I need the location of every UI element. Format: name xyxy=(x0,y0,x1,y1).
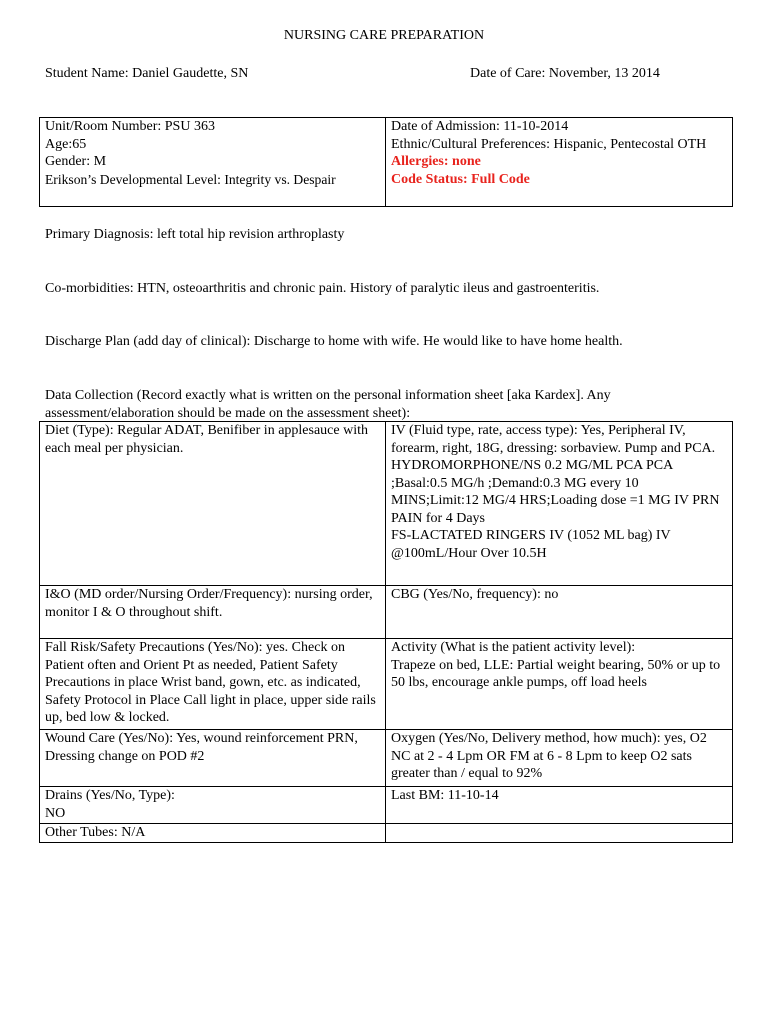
table-row xyxy=(40,824,733,843)
activity-label: Activity (What is the patient activity level): xyxy=(391,640,636,655)
last-bm-cell: Last BM: 11-10-14 xyxy=(386,787,733,824)
table-row xyxy=(40,730,733,787)
unit-room-number: Unit/Room Number: PSU 363 xyxy=(45,119,215,134)
fall-risk-cell: Fall Risk/Safety Precautions (Yes/No): yes. Check on Patient often and Orient Pt as needed, Patient Safety Precautions in place Wrist band, gown, etc. as indicated, Safety Protocol in Place Call light in place, upper side rails up, bed low & locked. xyxy=(40,639,386,730)
drains-cell xyxy=(40,787,386,824)
primary-diagnosis: Primary Diagnosis: left total hip revision arthroplasty xyxy=(45,227,345,242)
diet-cell: Diet (Type): Regular ADAT, Benifiber in applesauce with each meal per physician. xyxy=(40,422,386,586)
wound-care-cell: Wound Care (Yes/No): Yes, wound reinforcement PRN, Dressing change on POD #2 xyxy=(40,730,386,787)
oxygen-cell: Oxygen (Yes/No, Delivery method, how much): yes, O2 NC at 2 - 4 Lpm OR FM at 6 - 8 Lpm to keep O2 sats greater than / equal to 92% xyxy=(386,730,733,787)
student-name: Student Name: Daniel Gaudette, SN xyxy=(45,66,249,81)
drains-value: NO xyxy=(45,805,66,821)
table-row xyxy=(40,586,733,639)
empty-cell xyxy=(386,824,733,843)
patient-info-right xyxy=(386,118,733,207)
data-collection-instructions: Data Collection (Record exactly what is written on the personal information sheet [aka Kardex]. Any assessment/elaboration should be made on the assessment sheet): xyxy=(45,388,611,421)
drains-label: Drains (Yes/No, Type): xyxy=(45,788,175,803)
allergies: Allergies: none xyxy=(391,154,481,169)
table-row xyxy=(40,422,733,586)
iv-pca-order: HYDROMORPHONE/NS 0.2 MG/ML PCA PCA ;Basal:0.5 MG/h ;Demand:0.3 MG every 10 MINS;Limit:12 MG/4 HRS;Loading dose =1 MG IV PRN PAIN for 4 Days xyxy=(391,458,720,526)
iv-cell xyxy=(386,422,733,586)
activity-cell xyxy=(386,639,733,730)
code-status: Code Status: Full Code xyxy=(391,171,530,187)
document-title: NURSING CARE PREPARATION xyxy=(283,28,485,43)
iv-access: IV (Fluid type, rate, access type): Yes, Peripheral IV, forearm, right, 18G, dressing: sorbaview. Pump and PCA. xyxy=(391,423,716,456)
io-cell: I&O (MD order/Nursing Order/Frequency): nursing order, monitor I & O throughout shift. xyxy=(40,586,386,639)
discharge-plan: Discharge Plan (add day of clinical): Discharge to home with wife. He would like to have home health. xyxy=(45,334,623,349)
patient-gender: Gender: M xyxy=(45,154,107,169)
patient-info-row xyxy=(40,118,733,207)
other-tubes-cell: Other Tubes: N/A xyxy=(40,824,386,843)
table-row xyxy=(40,639,733,730)
data-collection-table xyxy=(39,421,733,843)
cbg-cell: CBG (Yes/No, frequency): no xyxy=(386,586,733,639)
date-of-care: Date of Care: November, 13 2014 xyxy=(470,66,660,81)
activity-detail: Trapeze on bed, LLE: Partial weight bearing, 50% or up to 50 lbs, encourage ankle pumps, off load heels xyxy=(391,657,721,690)
table-row xyxy=(40,787,733,824)
patient-info-left xyxy=(40,118,386,207)
patient-info-table xyxy=(39,117,733,207)
ethnic-cultural-preferences: Ethnic/Cultural Preferences: Hispanic, Pentecostal OTH xyxy=(391,136,707,152)
erikson-level: Erikson’s Developmental Level: Integrity vs. Despair xyxy=(45,171,336,187)
date-of-admission: Date of Admission: 11-10-2014 xyxy=(391,119,569,134)
comorbidities: Co-morbidities: HTN, osteoarthritis and chronic pain. History of paralytic ileus and gastroenteritis. xyxy=(45,281,600,296)
patient-age: Age:65 xyxy=(45,136,87,152)
iv-fluid-order: FS-LACTATED RINGERS IV (1052 ML bag) IV @100mL/Hour Over 10.5H xyxy=(391,528,671,561)
